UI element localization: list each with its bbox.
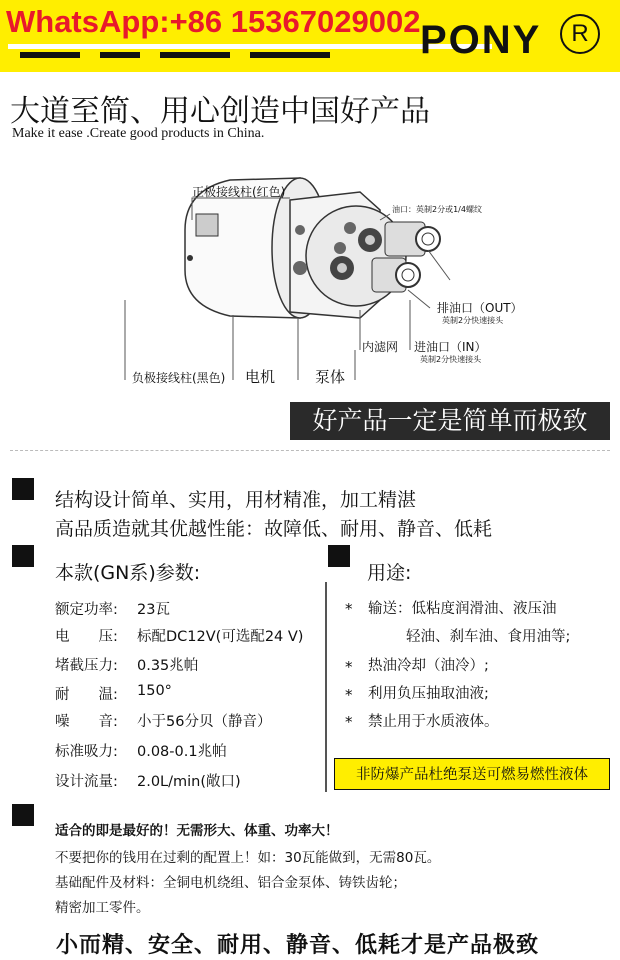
- bullet-square-icon: [12, 804, 34, 826]
- param-label: 噪 音:: [55, 714, 118, 730]
- param-label: 堵截压力:: [55, 658, 118, 674]
- pump-diagram: [0, 150, 620, 395]
- bottom-title: 小而精、安全、耐用、静音、低耗才是产品极致: [56, 933, 540, 958]
- param-value: 小于56分贝（静音）: [137, 714, 272, 730]
- param-value: 150°: [137, 683, 172, 699]
- label-inlet-sub: 英制2分快速接头: [420, 355, 482, 364]
- slogan-en: Make it ease .Create good products in China.: [12, 126, 265, 141]
- bottom-line-3: 精密加工零件。: [55, 900, 150, 916]
- star-bullet-icon: *: [345, 686, 353, 704]
- slogan-cn: 大道至简、用心创造中国好产品: [10, 94, 430, 129]
- tagline-box: 好产品一定是简单而极致: [290, 402, 610, 440]
- banner-cut-text: [0, 52, 400, 72]
- param-value: 标配DC12V(可选配24 V): [137, 629, 304, 645]
- feature-line-1: 结构设计简单、实用，用材精准，加工精湛: [55, 489, 417, 511]
- whatsapp-contact[interactable]: WhatsApp:+86 15367029002: [6, 4, 421, 39]
- use-item: 热油冷却（油冷）;: [368, 658, 489, 674]
- label-pump: 泵体: [315, 368, 346, 386]
- bottom-line-2: 基础配件及材料：全铜电机绕组、铝合金泵体、铸铁齿轮；: [55, 875, 406, 891]
- param-label: 电 压:: [55, 629, 118, 645]
- param-value: 0.35兆帕: [137, 658, 199, 674]
- use-item: 禁止用于水质液体。: [368, 714, 499, 730]
- bullet-square-icon: [12, 478, 34, 500]
- bullet-square-icon: [328, 545, 350, 567]
- label-positive-terminal: 正极接线柱(红色): [192, 185, 286, 199]
- param-label: 额定功率:: [55, 602, 118, 618]
- param-value: 23瓦: [137, 602, 170, 618]
- param-value: 0.08-0.1兆帕: [137, 744, 227, 760]
- param-value: 2.0L/min(敞口): [137, 774, 241, 790]
- label-filter: 内滤网: [362, 340, 399, 354]
- param-label: 耐 温:: [55, 687, 118, 703]
- warning-box: 非防爆产品杜绝泵送可燃易燃性液体: [334, 758, 610, 790]
- use-item: 轻油、刹车油、食用油等;: [406, 629, 571, 645]
- label-oil-port: 油口：英制2分或1/4螺纹: [392, 205, 482, 214]
- param-label: 标准吸力:: [55, 744, 118, 760]
- star-bullet-icon: *: [345, 658, 353, 676]
- registered-mark-icon: R: [560, 14, 600, 54]
- label-outlet-sub: 英制2分快速接头: [442, 316, 504, 325]
- banner-text-fragment: [0, 52, 400, 72]
- label-outlet: 排油口（OUT）: [437, 301, 523, 315]
- star-bullet-icon: *: [345, 600, 353, 618]
- divider: [10, 450, 610, 451]
- uses-title: 用途:: [367, 562, 412, 584]
- use-item: 利用负压抽取油液;: [368, 686, 489, 702]
- bottom-bold: 适合的即是最好的！无需形大、体重、功率大！: [55, 823, 339, 839]
- bullet-square-icon: [12, 545, 34, 567]
- feature-line-2: 高品质造就其优越性能：故障低、耐用、静音、低耗: [55, 518, 493, 540]
- params-title: 本款(GN系)参数:: [55, 562, 201, 584]
- label-motor: 电机: [245, 368, 276, 386]
- bottom-line-1: 不要把你的钱用在过剩的配置上！如：30瓦能做到，无需80瓦。: [55, 850, 441, 866]
- param-label: 设计流量:: [55, 774, 118, 790]
- brand-logo: PONY: [420, 18, 542, 62]
- label-negative-terminal: 负极接线柱(黑色): [132, 371, 226, 385]
- star-bullet-icon: *: [345, 713, 353, 731]
- use-item: 输送：低粘度润滑油、液压油: [368, 601, 557, 617]
- column-divider: [325, 582, 327, 792]
- label-inlet: 进油口（IN）: [414, 340, 487, 354]
